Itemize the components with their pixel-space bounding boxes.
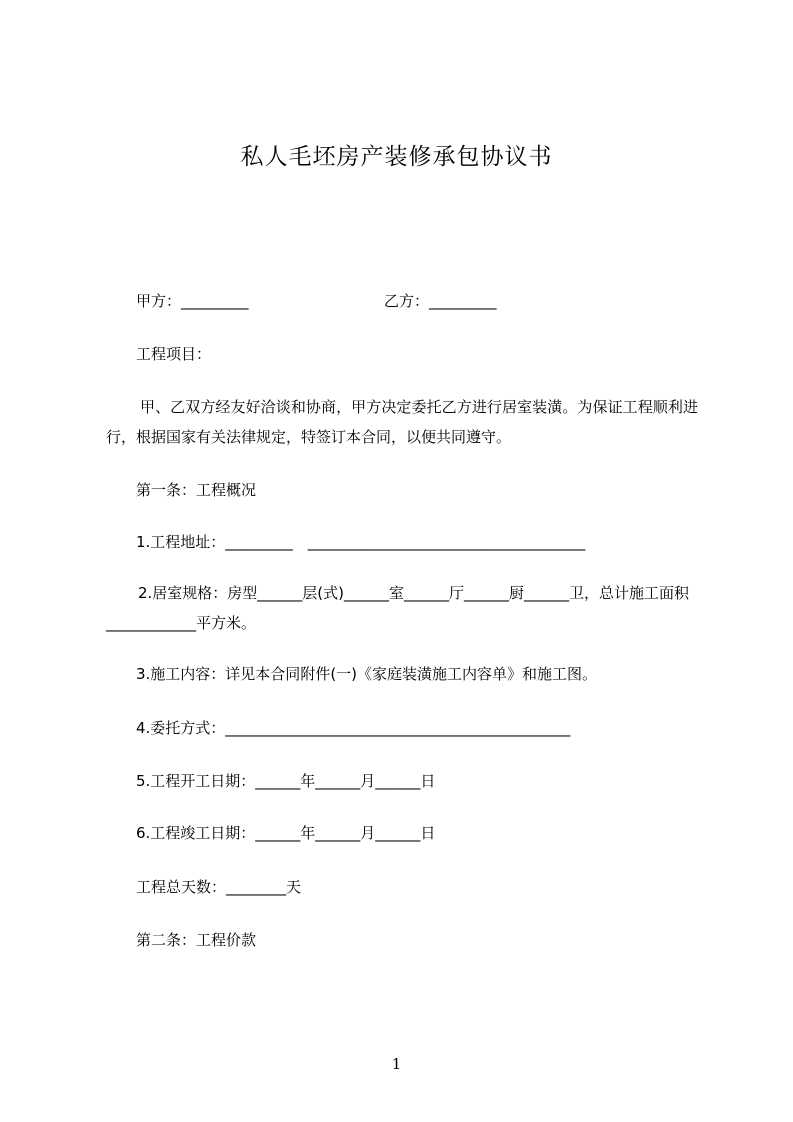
party-b-field: 乙方：_________ xyxy=(384,292,497,310)
page-number: 1 xyxy=(391,1055,402,1073)
project-field: 工程项目： xyxy=(136,345,212,363)
item-5-start-date: 5.工程开工日期：______年______月______日 xyxy=(136,772,436,790)
item-2-room-spec: 2.居室规格：房型______层(式)______室______厅______厨______卫，总计施工面积____________平方米。 xyxy=(106,584,690,632)
total-days-field: 工程总天数：________天 xyxy=(136,878,302,896)
item-3-contents: 3.施工内容：详见本合同附件(一)《家庭装潢施工内容单》和施工图。 xyxy=(136,665,598,683)
party-a-field: 甲方：_________ xyxy=(136,292,249,310)
item-6-end-date: 6.工程竣工日期：______年______月______日 xyxy=(136,824,436,842)
document-title: 私人毛坯房产装修承包协议书 xyxy=(240,144,553,170)
intro-paragraph: 甲、乙双方经友好洽谈和协商，甲方决定委托乙方进行居室装潢。为保证工程顺利进行，根据国家有关法律规定，特签订本合同，以便共同遵守。 xyxy=(106,398,698,446)
item-4-method: 4.委托方式：______________________________________________ xyxy=(136,719,571,737)
item-1-address: 1.工程地址：_________ _____________________________________ xyxy=(136,533,586,551)
article-1-heading: 第一条：工程概况 xyxy=(136,481,257,499)
article-2-heading: 第二条：工程价款 xyxy=(136,931,257,949)
